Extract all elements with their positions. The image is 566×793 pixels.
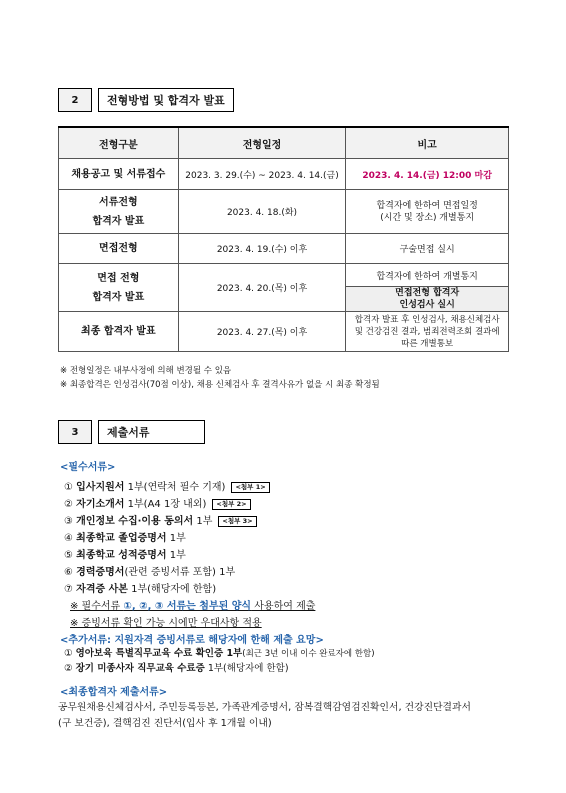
section-2-header	[58, 88, 234, 112]
list-item: ① 영아보육 특별직무교육 수료 확인증 1부(최근 3년 이내 이수 완료자에 한함)	[64, 648, 375, 659]
note-cell: 합격자에 한하여 면접일정 (시간 및 장소) 개별통지	[346, 190, 509, 234]
section-3-header	[58, 420, 205, 444]
table-row	[59, 312, 509, 352]
table-row	[59, 264, 509, 287]
table-header-row	[59, 127, 509, 159]
stage-cell: 서류전형 합격자 발표	[59, 190, 179, 234]
required-docs-heading: <필수서류>	[60, 462, 116, 473]
list-item: ③ 개인정보 수집·이용 동의서 1부 <첨부 3>	[64, 512, 257, 527]
note-cell: 합격자에 한하여 개별통지	[346, 264, 509, 287]
list-item: ⑤ 최종학교 성적증명서 1부	[64, 550, 186, 561]
section-number: 2	[58, 88, 92, 112]
list-item: ② 장기 미종사자 직무교육 수료증 1부(해당자에 한함)	[64, 663, 289, 674]
column-header: 전형일정	[178, 127, 346, 159]
list-item: ① 입사지원서 1부(연락처 필수 기재) <첨부 1>	[64, 478, 270, 493]
date-cell: 2023. 4. 20.(목) 이후	[178, 264, 346, 312]
attachment-tag: <첨부 2>	[212, 499, 250, 510]
list-item: ② 자기소개서 1부(A4 1장 내외) <첨부 2>	[64, 495, 251, 510]
section-title: 전형방법 및 합격자 발표	[98, 88, 234, 112]
column-header: 비고	[346, 127, 509, 159]
deadline-note: 2023. 4. 14.(금) 12:00 마감	[346, 159, 509, 190]
table-row	[59, 190, 509, 234]
note-cell: 합격자 발표 후 인성검사, 채용신체검사 및 건강검진 결과, 범죄전력조회 결과에 따른 개별통보	[346, 312, 509, 352]
table-row	[59, 234, 509, 264]
required-note: ※ 증빙서류 확인 가능 시에만 우대사항 적용	[70, 618, 262, 629]
final-docs-text: (구 보건증), 결핵검진 진단서(입사 후 1개월 이내)	[58, 718, 272, 729]
additional-docs-heading: <추가서류: 지원자격 증빙서류로 해당자에 한해 제출 요망>	[60, 635, 324, 646]
date-cell: 2023. 4. 18.(화)	[178, 190, 346, 234]
column-header: 전형구분	[59, 127, 179, 159]
note-cell-highlight: 면접전형 합격자 인성검사 실시	[346, 287, 509, 312]
date-cell: 2023. 4. 19.(수) 이후	[178, 234, 346, 264]
list-item: ④ 최종학교 졸업증명서 1부	[64, 533, 186, 544]
table-row	[59, 159, 509, 190]
stage-cell: 면접전형	[59, 234, 179, 264]
stage-cell: 최종 합격자 발표	[59, 312, 179, 352]
note-cell: 구술면접 실시	[346, 234, 509, 264]
stage-cell: 면접 전형 합격자 발표	[59, 264, 179, 312]
attachment-tag: <첨부 3>	[218, 516, 256, 527]
footnote: ※ 최종합격은 인성검사(70점 이상), 채용 신체검사 후 결격사유가 없을 시 최종 확정됨	[60, 380, 380, 390]
date-cell: 2023. 4. 27.(목) 이후	[178, 312, 346, 352]
list-item: ⑦ 자격증 사본 1부(해당자에 한함)	[64, 584, 217, 595]
attachment-tag: <첨부 1>	[231, 482, 269, 493]
footnote: ※ 전형일정은 내부사정에 의해 변경될 수 있음	[60, 366, 232, 376]
final-docs-text: 공무원채용신체검사서, 주민등록등본, 가족관계증명서, 잠복결핵감염검진확인서, 건강진단결과서	[58, 702, 471, 713]
final-docs-heading: <최종합격자 제출서류>	[60, 687, 168, 698]
list-item: ⑥ 경력증명서(관련 증빙서류 포함) 1부	[64, 567, 236, 578]
schedule-table	[58, 126, 509, 352]
required-note: ※ 필수서류 ①, ②, ③ 서류는 첨부된 양식 사용하여 제출	[70, 601, 316, 612]
stage-cell: 채용공고 및 서류접수	[59, 159, 179, 190]
section-number: 3	[58, 420, 92, 444]
date-cell: 2023. 3. 29.(수) ~ 2023. 4. 14.(금)	[178, 159, 346, 190]
section-title: 제출서류	[98, 420, 205, 444]
